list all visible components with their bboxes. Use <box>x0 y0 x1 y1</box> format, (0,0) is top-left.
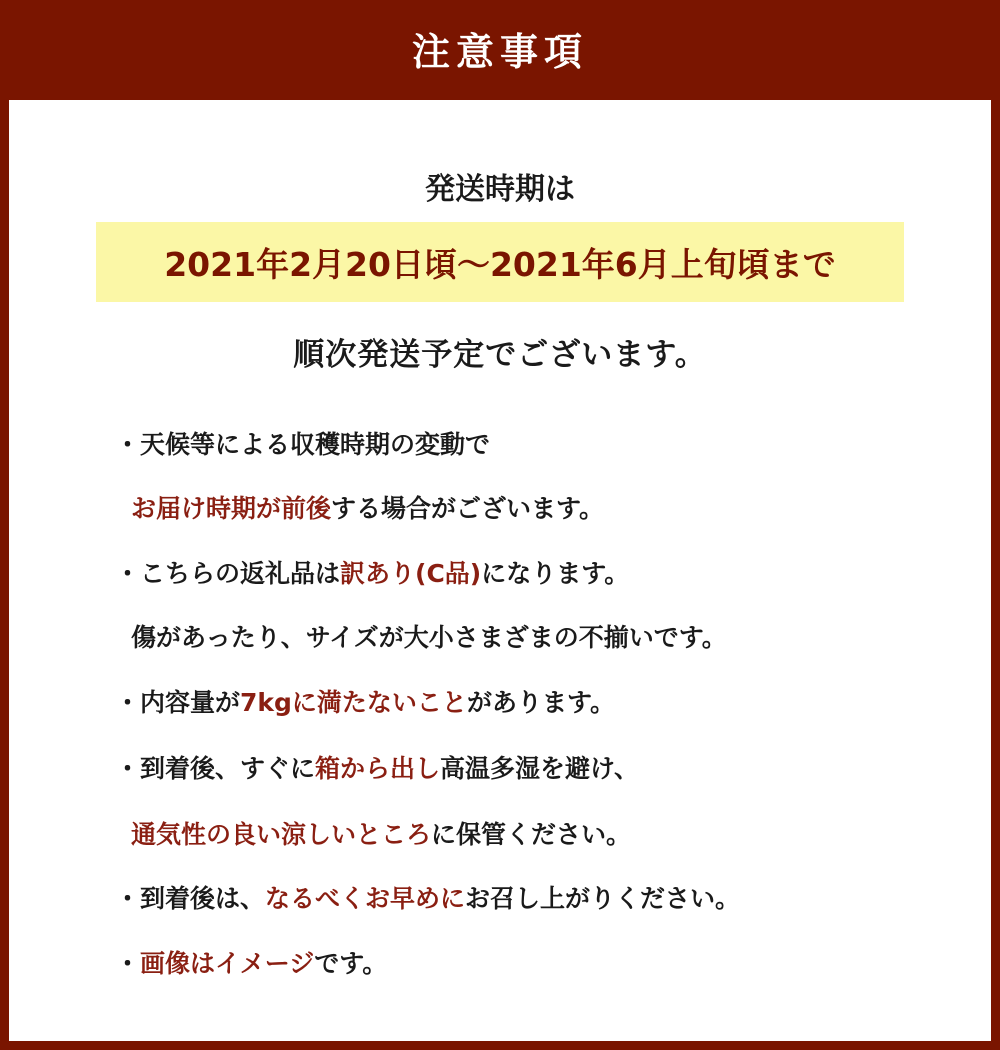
note-5 <box>115 879 740 915</box>
note-2b-text: 傷があったり、サイズが大小さまざまの不揃いです。 <box>131 623 727 652</box>
header-bar <box>0 0 1000 100</box>
note-1b-text: する場合がございます。 <box>331 494 605 523</box>
note-6-highlight: 画像はイメージ <box>140 949 315 978</box>
page-title: 注意事項 <box>411 29 588 74</box>
note-3-highlight: 7kgに満たないこと <box>240 688 467 717</box>
note-1b-highlight: お届け時期が前後 <box>131 494 332 523</box>
shipping-period-band <box>96 222 904 302</box>
note-2a-pre: ・こちらの返礼品は <box>115 559 341 588</box>
note-1a <box>115 425 490 461</box>
note-5-post: お召し上がりください。 <box>465 884 741 913</box>
note-4b-highlight: 通気性の良い涼しいところ <box>131 820 432 849</box>
note-3 <box>115 683 615 719</box>
shipping-lead-2: 順次発送予定でございます。 <box>293 337 707 373</box>
content-panel <box>9 100 991 1041</box>
note-2a <box>115 554 629 590</box>
note-4a-pre: ・到着後、すぐに <box>115 754 316 783</box>
note-6-post: です。 <box>314 949 388 978</box>
note-2b <box>131 618 727 654</box>
note-2a-highlight: 訳あり(C品) <box>340 559 482 588</box>
shipping-lead: 発送時期は <box>425 172 575 207</box>
note-1b <box>131 489 604 525</box>
note-2a-post: になります。 <box>481 559 630 588</box>
note-4b <box>131 815 631 851</box>
note-3-post: があります。 <box>466 688 615 717</box>
note-6 <box>115 944 387 980</box>
note-4a-post: 高温多湿を避け、 <box>440 754 640 783</box>
note-5-highlight: なるべくお早めに <box>265 884 466 913</box>
note-1a-text: ・天候等による収穫時期の変動で <box>115 430 491 459</box>
note-4a-highlight: 箱から出し <box>315 754 441 783</box>
note-4b-post: に保管ください。 <box>431 820 632 849</box>
note-5-pre: ・到着後は、 <box>115 884 266 913</box>
note-6-pre: ・ <box>115 949 141 978</box>
note-4a <box>115 749 639 785</box>
note-3-pre: ・内容量が <box>115 688 241 717</box>
shipping-period: 2021年2月20日頃～2021年6月上旬頃まで <box>164 244 836 284</box>
